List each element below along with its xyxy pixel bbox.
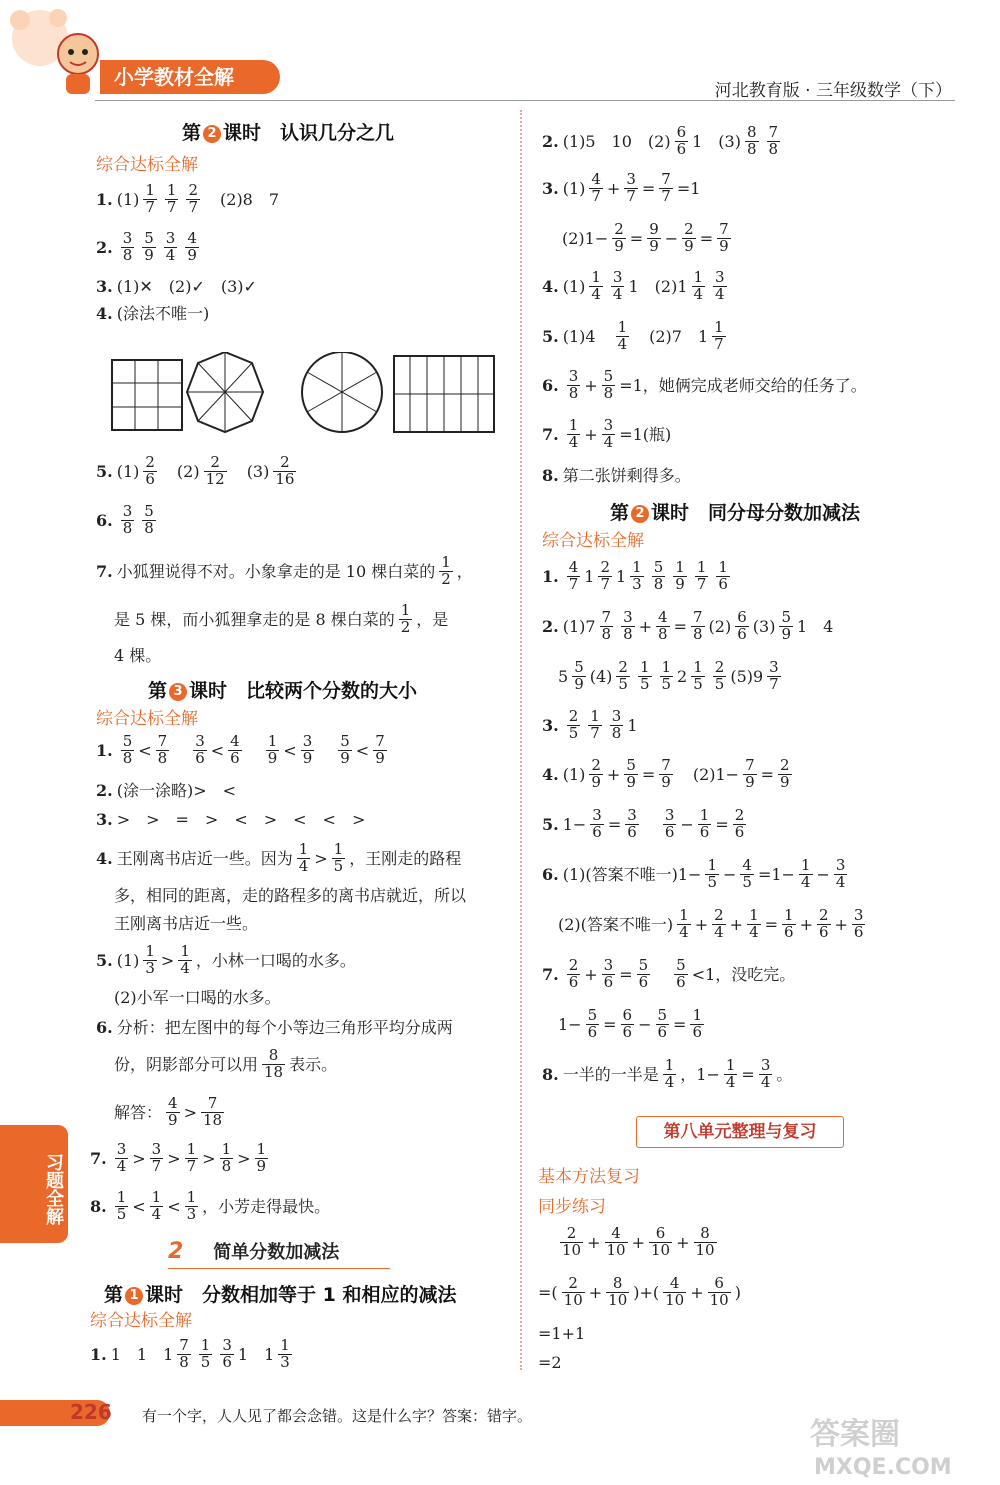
striped-rectangle-figure — [394, 356, 494, 432]
lesson-heading: 第 2 课时 同分母分数加减法 — [610, 502, 861, 524]
answer-line: 2. (1)7 $\frac{7}{8}$ $\frac{3}{8}$ + $\frac{4}{8}$ = $\frac{7}{8}$ (2) $\frac{6}{6}$ (3) $\frac{5}{9}$ 1 4 — [542, 608, 834, 643]
answer-line: 7. $\frac{2}{6}$ + $\frac{3}{6}$ = $\frac{5}{6}$ $\frac{5}{6}$ <1，没吃完。 — [542, 956, 796, 991]
book-title: 河北教育版 · 三年级数学（下） — [714, 81, 952, 101]
answer-line: $\frac{2}{10}$ + $\frac{4}{10}$ + $\frac{6}{10}$ + $\frac{8}{10}$ — [562, 1224, 715, 1259]
answer-line: 1. (1) $\frac{1}{7}$ $\frac{1}{7}$ $\frac{2}{7}$ (2)8 7 — [96, 181, 280, 216]
answer-line: 5. (1)4 $\frac{1}{4}$ (2)7 1 $\frac{1}{7}$ — [542, 318, 724, 353]
answer-line: 份，阴影部分可以用 $\frac{8}{18}$ 表示。 — [114, 1046, 338, 1081]
header-rule — [95, 100, 955, 101]
answer-line: 4. (涂法不唯一) — [96, 304, 210, 323]
section-label: 综合达标全解 — [542, 531, 644, 551]
footer-riddle: 有一个字，人人见了都会念错。这是什么字？答案：错字。 — [142, 1407, 533, 1425]
page-number: 226 — [70, 1400, 112, 1424]
answer-line: 5 $\frac{5}{9}$ (4) $\frac{2}{5}$ $\frac{1}{5}$ $\frac{1}{5}$ 2 $\frac{1}{5}$ $\frac{2}{5}$ (5)9 $\frac{3}{7}$ — [558, 658, 779, 693]
answer-line: 4. 王刚离书店近一些。因为 $\frac{1}{4}$ > $\frac{1}{5}$ ，王刚走的路程 — [96, 840, 462, 875]
answer-line: 1. 1 1 1 $\frac{7}{8}$ $\frac{1}{5}$ $\frac{3}{6}$ 1 1 $\frac{1}{3}$ — [90, 1336, 290, 1371]
answer-line: 7. $\frac{1}{4}$ + $\frac{3}{4}$ =1(瓶) — [542, 416, 672, 451]
answer-line: =2 — [538, 1353, 562, 1372]
lesson-heading: 第 3 课时 比较两个分数的大小 — [148, 680, 418, 702]
answer-line: 6. $\frac{3}{8}$ $\frac{5}{8}$ — [96, 502, 154, 537]
section-label: 同步练习 — [538, 1197, 606, 1217]
unit-heading: 2 简单分数加减法 — [168, 1238, 390, 1269]
answer-line: 1. $\frac{4}{7}$ 1 $\frac{2}{7}$ 1 $\frac{1}{3}$ $\frac{5}{8}$ $\frac{1}{9}$ $\frac{1}{7}$ $\frac{1}{6}$ — [542, 558, 728, 593]
side-tab: 习题全解 — [0, 1125, 68, 1243]
answer-line: 5. 1− $\frac{3}{6}$ = $\frac{3}{6}$ $\frac{3}{6}$ − $\frac{1}{6}$ = $\frac{2}{6}$ — [542, 806, 745, 841]
answer-line: 2. (涂一涂略)> < — [96, 781, 237, 800]
answer-line: 7. $\frac{3}{4}$ > $\frac{3}{7}$ > $\frac{1}{7}$ > $\frac{1}{8}$ > $\frac{1}{9}$ — [90, 1140, 267, 1175]
section-label: 基本方法复习 — [538, 1167, 640, 1187]
answer-line: 2. (1)5 10 (2) $\frac{6}{6}$ 1 (3) $\frac{8}{8}$ $\frac{7}{8}$ — [542, 123, 779, 158]
answer-line: =( $\frac{2}{10}$ + $\frac{8}{10}$ )+( $\frac{4}{10}$ + $\frac{6}{10}$ ) — [538, 1274, 741, 1309]
lesson-heading: 第 2 课时 认识几分之几 — [182, 122, 395, 144]
answer-line: 王刚离书店近一些。 — [114, 914, 259, 933]
lesson-heading: 第 1 课时 分数相加等于 1 和相应的减法 — [104, 1284, 457, 1306]
svg-text:答案圈: 答案圈 — [810, 1417, 900, 1452]
circle-figure — [302, 352, 382, 432]
answer-line: 1− $\frac{5}{6}$ = $\frac{6}{6}$ − $\frac{5}{6}$ = $\frac{1}{6}$ — [558, 1006, 702, 1041]
answer-line: (2)(答案不唯一) $\frac{1}{4}$ + $\frac{2}{4}$ + $\frac{1}{4}$ = $\frac{1}{6}$ + $\frac{2}{6}$ + $\frac{3}{6}$ — [558, 906, 864, 941]
answer-line: 多，相同的距离，走的路程多的离书店就近，所以 — [114, 886, 467, 905]
answer-line: 5. (1) $\frac{2}{6}$ (2) $\frac{2}{12}$ (3) $\frac{2}{16}$ — [96, 453, 295, 488]
grid-square-figure — [112, 360, 182, 430]
answer-line: 解答： $\frac{4}{9}$ > $\frac{7}{18}$ — [114, 1094, 223, 1129]
brand-title: 小学教材全解 — [100, 60, 280, 94]
answer-line: =1+1 — [538, 1324, 586, 1343]
answer-line: 4. (1) $\frac{1}{4}$ $\frac{3}{4}$ 1 (2)1 $\frac{1}{4}$ $\frac{3}{4}$ — [542, 268, 725, 303]
answer-line: 2. $\frac{3}{8}$ $\frac{5}{9}$ $\frac{3}{4}$ $\frac{4}{9}$ — [96, 229, 197, 264]
answer-line: 8. $\frac{1}{5}$ < $\frac{1}{4}$ < $\frac{1}{3}$ ，小芳走得最快。 — [90, 1188, 331, 1223]
answer-line: 6. $\frac{3}{8}$ + $\frac{5}{8}$ =1，她俩完成老师交给的任务了。 — [542, 367, 867, 402]
answer-line: 4. (1) $\frac{2}{9}$ + $\frac{5}{9}$ = $\frac{7}{9}$ (2)1− $\frac{7}{9}$ = $\frac{2}{9}$ — [542, 756, 790, 791]
answer-line: (2)1− $\frac{2}{9}$ = $\frac{9}{9}$ − $\frac{2}{9}$ = $\frac{7}{9}$ — [562, 220, 729, 255]
answer-line: 4 棵。 — [114, 646, 162, 665]
mascot-icon — [48, 28, 108, 98]
answer-line: 8. 第二张饼剩得多。 — [542, 466, 691, 485]
answer-line: 1. $\frac{5}{8}$ < $\frac{7}{8}$ $\frac{3}{6}$ < $\frac{4}{6}$ $\frac{1}{9}$ < $\frac{3}{9}$ $\frac{5}{9}$ < $\frac{7}{9}$ — [96, 732, 385, 767]
answer-line: 6. (1)(答案不唯一)1− $\frac{1}{5}$ − $\frac{4}{5}$ =1− $\frac{1}{4}$ − $\frac{3}{4}$ — [542, 856, 846, 891]
answer-line: 3. $\frac{2}{5}$ $\frac{1}{7}$ $\frac{3}{8}$ 1 — [542, 707, 638, 742]
answer-line: 7. 小狐狸说得不对。小象拿走的是 10 棵白菜的 $\frac{1}{2}$ ， — [96, 553, 473, 588]
answer-line: 3. (1)✕ (2)✓ (3)✓ — [96, 277, 257, 296]
svg-text:MXQE.COM: MXQE.COM — [814, 1455, 952, 1480]
column-divider — [520, 110, 522, 1370]
watermark-logo — [800, 1410, 980, 1480]
answer-line: 5. (1) $\frac{1}{3}$ > $\frac{1}{4}$ ，小林一口喝的水多。 — [96, 942, 356, 977]
review-heading: 第八单元整理与复习 — [636, 1116, 844, 1148]
answer-line: (2)小军一口喝的水多。 — [114, 988, 281, 1007]
octagon-figure — [187, 352, 263, 432]
shaded-figures — [110, 352, 500, 436]
answer-line: 8. 一半的一半是 $\frac{1}{4}$ ，1− $\frac{1}{4}$ = $\frac{3}{4}$ 。 — [542, 1056, 793, 1091]
answer-line: 3. (1) $\frac{4}{7}$ + $\frac{3}{7}$ = $\frac{7}{7}$ =1 — [542, 170, 701, 205]
section-label: 综合达标全解 — [96, 709, 198, 729]
section-label: 综合达标全解 — [90, 1311, 192, 1331]
answer-line: 6. 分析：把左图中的每个小等边三角形平均分成两 — [96, 1018, 453, 1037]
section-label: 综合达标全解 — [96, 155, 198, 175]
answer-line: 是 5 棵，而小狐狸拿走的是 8 棵白菜的 $\frac{1}{2}$ ，是 — [114, 601, 449, 636]
answer-line: 3. > > = > < > < < > — [96, 810, 366, 829]
